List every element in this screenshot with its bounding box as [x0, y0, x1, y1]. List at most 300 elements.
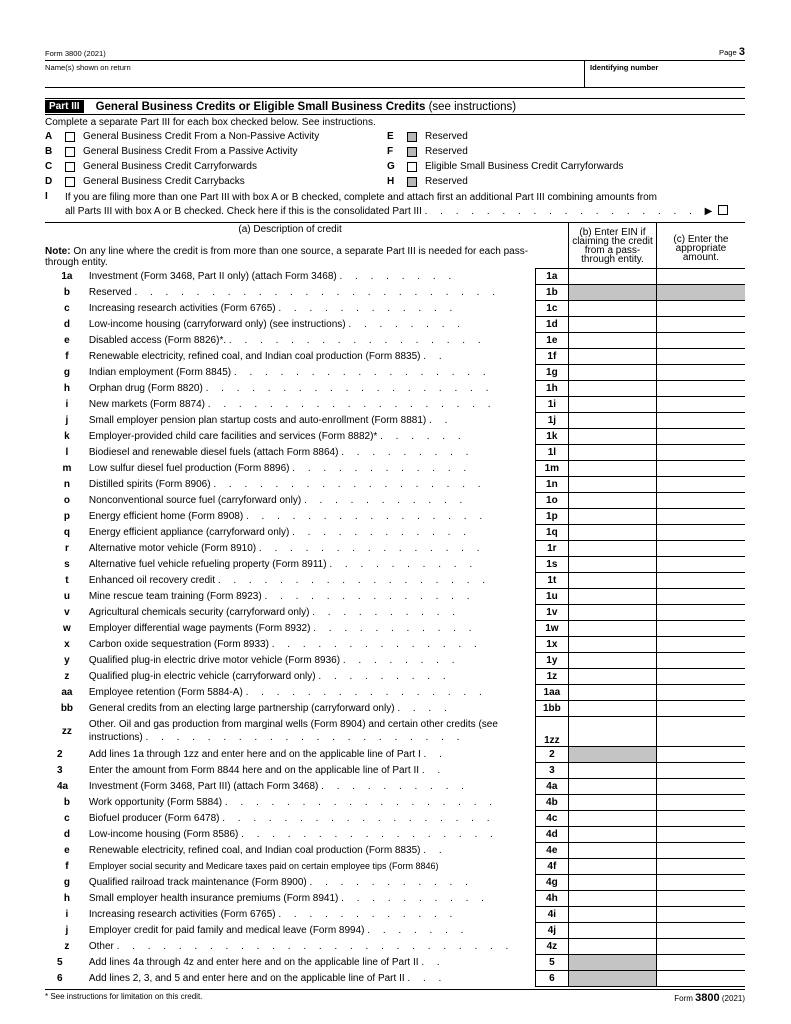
amount-cell[interactable]	[656, 746, 745, 762]
ein-cell[interactable]	[569, 364, 657, 380]
line-ref: 1j	[535, 412, 568, 428]
amount-cell[interactable]	[656, 794, 745, 810]
amount-cell[interactable]	[656, 636, 745, 652]
line-number: y	[64, 654, 70, 666]
box-letter: C	[45, 161, 53, 172]
ein-cell[interactable]	[569, 588, 657, 604]
line-ref: 1r	[535, 540, 568, 556]
table-row	[45, 700, 745, 716]
box-a	[45, 129, 387, 144]
line-ref: 1m	[535, 460, 568, 476]
intro-text: Complete a separate Part III for each box checked below. See instructions.	[45, 117, 376, 128]
ein-cell[interactable]	[569, 604, 657, 620]
line-number: 2	[57, 748, 63, 760]
line-number: bb	[60, 702, 74, 714]
amount-cell[interactable]	[656, 620, 745, 636]
line-description: Low-income housing (carryforward only) (see instructions) . . . . . . . .	[88, 318, 466, 330]
line-ref: 1y	[535, 652, 568, 668]
amount-cell[interactable]	[656, 540, 745, 556]
line-number: v	[64, 606, 70, 618]
line-description: Biofuel producer (Form 6478) . . . . . . . . . . . . . . . . . .	[88, 812, 495, 824]
page-footer	[45, 989, 745, 1004]
line-ref: 1v	[535, 604, 568, 620]
line-ref: 4g	[535, 874, 568, 890]
part-label: Part III	[45, 100, 84, 113]
ein-cell[interactable]	[569, 396, 657, 412]
ein-cell[interactable]	[569, 826, 657, 842]
line-number: f	[65, 350, 69, 362]
checkbox-d[interactable]	[65, 177, 75, 187]
ein-cell[interactable]	[569, 636, 657, 652]
table-row	[45, 970, 745, 986]
amount-cell[interactable]	[656, 668, 745, 684]
table-row	[45, 556, 745, 572]
line-number: w	[63, 622, 71, 634]
line-description: Renewable electricity, refined coal, and Indian coal production (Form 8835) . .	[88, 844, 447, 856]
ein-cell[interactable]	[569, 476, 657, 492]
amount-cell[interactable]	[656, 716, 745, 746]
line-number: e	[64, 844, 70, 856]
ein-cell[interactable]	[569, 716, 657, 746]
amount-cell[interactable]	[656, 826, 745, 842]
line-ref: 4j	[535, 922, 568, 938]
line-ref: 1aa	[535, 684, 568, 700]
amount-cell[interactable]	[656, 684, 745, 700]
amount-cell[interactable]	[656, 810, 745, 826]
line-ref: 1w	[535, 620, 568, 636]
line-number: p	[63, 510, 70, 522]
line-description: Investment (Form 3468, Part III) (attach Form 3468) . . . . . . . . . .	[88, 780, 469, 792]
line-number: h	[63, 382, 70, 394]
line-description: General credits from an electing large partnership (carryforward only) . . . .	[88, 702, 452, 714]
line-ref: 4z	[535, 938, 568, 954]
ein-cell[interactable]	[569, 524, 657, 540]
line-number: d	[63, 318, 70, 330]
table-row	[45, 716, 745, 746]
table-row	[45, 572, 745, 588]
ein-cell[interactable]	[569, 460, 657, 476]
name-row	[45, 61, 745, 88]
credits-table	[45, 222, 745, 987]
line-description: Enhanced oil recovery credit . . . . . . . . . . . . . . . . . .	[88, 574, 491, 586]
line-number: s	[64, 558, 70, 570]
line-number: aa	[61, 686, 73, 698]
line-description: Alternative motor vehicle (Form 8910) . . . . . . . . . . . . . . .	[88, 542, 485, 554]
line-ref: 4e	[535, 842, 568, 858]
line-ref: 1f	[535, 348, 568, 364]
line-number: j	[65, 414, 69, 426]
ein-cell[interactable]	[569, 620, 657, 636]
amount-cell[interactable]	[656, 508, 745, 524]
line-number: zz	[61, 725, 72, 737]
ein-cell[interactable]	[569, 874, 657, 890]
line-ref: 1d	[535, 316, 568, 332]
line-description: Energy efficient home (Form 8908) . . . . . . . . . . . . . . . .	[88, 510, 488, 522]
table-row	[45, 620, 745, 636]
line-description: Low sulfur diesel fuel production (Form 8896) . . . . . . . . . . . .	[88, 462, 472, 474]
line-ref: 1zz	[535, 716, 568, 746]
consolidated-checkbox[interactable]	[718, 205, 728, 215]
amount-cell	[656, 284, 745, 300]
line-ref: 1l	[535, 444, 568, 460]
box-h	[387, 174, 745, 189]
column-c-header: (c) Enter the appropriate amount.	[656, 223, 745, 269]
amount-cell[interactable]	[656, 954, 745, 970]
table-row	[45, 890, 745, 906]
line-description: Employer credit for paid family and medical leave (Form 8994) . . . . . . .	[88, 924, 469, 936]
footnote: * See instructions for limitation on this credit.	[45, 991, 203, 1001]
amount-cell[interactable]	[656, 604, 745, 620]
amount-cell[interactable]	[656, 396, 745, 412]
box-letter: H	[387, 176, 395, 187]
ein-cell[interactable]	[569, 556, 657, 572]
line-description: Increasing research activities (Form 6765) . . . . . . . . . . . .	[88, 302, 458, 314]
box-letter: B	[45, 146, 53, 157]
ein-cell[interactable]	[569, 938, 657, 954]
checkbox-f	[407, 147, 417, 157]
table-row	[45, 348, 745, 364]
line-description: Biodiesel and renewable diesel fuels (attach Form 8864) . . . . . . . . .	[88, 446, 474, 458]
line-number: c	[64, 302, 70, 314]
table-row	[45, 300, 745, 316]
checkbox-a[interactable]	[65, 132, 75, 142]
amount-cell[interactable]	[656, 890, 745, 906]
line-ref: 1x	[535, 636, 568, 652]
ein-cell[interactable]	[569, 762, 657, 778]
box-label: Reserved	[425, 131, 468, 142]
column-headers	[45, 223, 745, 269]
line-number: g	[63, 876, 70, 888]
box-label: General Business Credit Carryforwards	[83, 161, 257, 172]
table-row	[45, 842, 745, 858]
line-ref: 1h	[535, 380, 568, 396]
ein-cell[interactable]	[569, 700, 657, 716]
amount-cell[interactable]	[656, 858, 745, 874]
amount-cell[interactable]	[656, 938, 745, 954]
ein-cell[interactable]	[569, 540, 657, 556]
amount-cell[interactable]	[656, 348, 745, 364]
ein-cell[interactable]	[569, 412, 657, 428]
line-number: z	[64, 940, 70, 952]
table-row	[45, 684, 745, 700]
line-ref: 1c	[535, 300, 568, 316]
ein-cell[interactable]	[569, 572, 657, 588]
line-ref: 1e	[535, 332, 568, 348]
box-label: General Business Credit From a Non-Passive Activity	[83, 131, 320, 142]
line-description: Work opportunity (Form 5884) . . . . . . . . . . . . . . . . . .	[88, 796, 498, 808]
table-row	[45, 284, 745, 300]
line-number: k	[64, 430, 70, 442]
line-ref: 4i	[535, 906, 568, 922]
table-row	[45, 762, 745, 778]
line-ref: 1q	[535, 524, 568, 540]
line-number: i	[65, 398, 69, 410]
line-number: 4a	[57, 780, 69, 792]
table-row	[45, 444, 745, 460]
table-row	[45, 540, 745, 556]
checkbox-h	[407, 177, 417, 187]
checkbox-e	[407, 132, 417, 142]
amount-cell[interactable]	[656, 412, 745, 428]
table-row	[45, 794, 745, 810]
amount-cell[interactable]	[656, 778, 745, 794]
line-description: Distilled spirits (Form 8906) . . . . . . . . . . . . . . . . . .	[88, 478, 486, 490]
ein-cell[interactable]	[569, 332, 657, 348]
line-ref: 2	[535, 746, 568, 762]
line-number: 6	[57, 972, 63, 984]
line-description: Nonconventional source fuel (carryforward only) . . . . . . . . . . .	[88, 494, 468, 506]
ein-cell	[569, 954, 657, 970]
line-ref: 5	[535, 954, 568, 970]
amount-cell[interactable]	[656, 762, 745, 778]
amount-cell[interactable]	[656, 588, 745, 604]
line-ref: 1u	[535, 588, 568, 604]
line-description: Employer social security and Medicare taxes paid on certain employee tips (Form 8846)	[88, 860, 439, 871]
table-row	[45, 746, 745, 762]
line-ref: 1b	[535, 284, 568, 300]
line-description: Qualified plug-in electric drive motor vehicle (Form 8936) . . . . . . . .	[88, 654, 460, 666]
line-number: d	[63, 828, 70, 840]
line-description: Other . . . . . . . . . . . . . . . . . . . . . . . . . .	[88, 940, 514, 952]
table-row	[45, 412, 745, 428]
ein-cell[interactable]	[569, 492, 657, 508]
line-description: Small employer health insurance premiums (Form 8941) . . . . . . . . . .	[88, 892, 489, 904]
table-row	[45, 476, 745, 492]
part-title: General Business Credits or Eligible Small Business Credits (see instructions)	[95, 100, 517, 113]
line-ref: 1i	[535, 396, 568, 412]
line-number: 5	[57, 956, 63, 968]
line-description: New markets (Form 8874) . . . . . . . . . . . . . . . . . . .	[88, 398, 496, 410]
amount-cell[interactable]	[656, 300, 745, 316]
line-ref: 1p	[535, 508, 568, 524]
ein-cell[interactable]	[569, 300, 657, 316]
line-description: Add lines 1a through 1zz and enter here and on the applicable line of Part I . .	[88, 748, 447, 760]
amount-cell[interactable]	[656, 332, 745, 348]
table-row	[45, 778, 745, 794]
line-number: u	[63, 590, 70, 602]
line-description: Energy efficient appliance (carryforward only) . . . . . . . . . . . .	[88, 526, 471, 538]
ein-cell[interactable]	[569, 508, 657, 524]
line-number: r	[64, 542, 69, 554]
line-description: Carbon oxide sequestration (Form 8933) . . . . . . . . . . . . . .	[88, 638, 482, 650]
table-row	[45, 332, 745, 348]
table-row	[45, 954, 745, 970]
line-ref: 4c	[535, 810, 568, 826]
ein-cell[interactable]	[569, 668, 657, 684]
table-row	[45, 588, 745, 604]
box-letter: E	[387, 131, 394, 142]
box-letter: F	[387, 146, 394, 157]
line-number: o	[63, 494, 70, 506]
ein-cell[interactable]	[569, 858, 657, 874]
amount-cell[interactable]	[656, 700, 745, 716]
line-description: Increasing research activities (Form 6765) . . . . . . . . . . . .	[88, 908, 458, 920]
column-b-header: (b) Enter EIN if claiming the credit from a pass-through entity.	[569, 223, 657, 269]
table-row	[45, 922, 745, 938]
box-letter: D	[45, 176, 53, 187]
line-ref: 4a	[535, 778, 568, 794]
line-description: Low-income housing (Form 8586) . . . . . . . . . . . . . . . . .	[88, 828, 498, 840]
box-letter: A	[45, 131, 53, 142]
box-c	[45, 159, 387, 174]
amount-cell[interactable]	[656, 460, 745, 476]
ein-cell[interactable]	[569, 316, 657, 332]
line-description: Orphan drug (Form 8820) . . . . . . . . . . . . . . . . . . .	[88, 382, 494, 394]
amount-cell[interactable]	[656, 922, 745, 938]
line-description: Indian employment (Form 8845) . . . . . . . . . . . . . . . . .	[88, 366, 491, 378]
amount-cell[interactable]	[656, 572, 745, 588]
line-ref: 1n	[535, 476, 568, 492]
line-description: Alternative fuel vehicle refueling property (Form 8911) . . . . . . . . . .	[88, 558, 478, 570]
line-number: b	[63, 286, 70, 298]
table-row	[45, 938, 745, 954]
table-row	[45, 858, 745, 874]
table-row	[45, 874, 745, 890]
amount-cell[interactable]	[656, 652, 745, 668]
ein-cell[interactable]	[569, 380, 657, 396]
ein-cell[interactable]	[569, 652, 657, 668]
line-description: Employer-provided child care facilities and services (Form 8882)* . . . . . .	[88, 430, 466, 442]
amount-cell[interactable]	[656, 524, 745, 540]
box-f	[387, 144, 745, 159]
amount-cell[interactable]	[656, 428, 745, 444]
table-row	[45, 364, 745, 380]
box-label: General Business Credit From a Passive Activity	[83, 146, 298, 157]
table-row	[45, 380, 745, 396]
form-id-footer: Form 3800 (2021)	[674, 991, 745, 1004]
table-row	[45, 810, 745, 826]
part-header	[45, 98, 745, 115]
column-a-header: (a) Description of credit Note: On any line where the credit is from more than one source, a separate Part III is needed for each pass-through entity.	[45, 224, 529, 268]
line-description: Add lines 4a through 4z and enter here and on the applicable line of Part II . .	[88, 956, 445, 968]
line-number: j	[65, 924, 69, 936]
checkbox-g[interactable]	[407, 162, 417, 172]
checkbox-c[interactable]	[65, 162, 75, 172]
box-letter: G	[387, 161, 395, 172]
line-number: c	[64, 812, 70, 824]
line-number: n	[63, 478, 70, 490]
amount-cell[interactable]	[656, 842, 745, 858]
line-number: t	[65, 574, 69, 586]
table-row	[45, 668, 745, 684]
ein-cell[interactable]	[569, 906, 657, 922]
ein-cell[interactable]	[569, 428, 657, 444]
amount-cell[interactable]	[656, 316, 745, 332]
page-header	[45, 42, 745, 61]
ein-cell[interactable]	[569, 778, 657, 794]
table-row	[45, 428, 745, 444]
line-ref: 6	[535, 970, 568, 986]
line-ref: 1a	[535, 268, 568, 284]
amount-cell[interactable]	[656, 492, 745, 508]
box-label: Eligible Small Business Credit Carryforwards	[425, 161, 624, 172]
table-row	[45, 652, 745, 668]
amount-cell[interactable]	[656, 874, 745, 890]
amount-cell[interactable]	[656, 906, 745, 922]
line-description: Qualified plug-in electric vehicle (carryforward only) . . . . . . . . .	[88, 670, 451, 682]
ein-cell[interactable]	[569, 890, 657, 906]
line-description: Other. Oil and gas production from marginal wells (Form 8904) and certain other credits (see instructions) . . . . . . . . . . . . . . . . . . . . .	[88, 719, 498, 743]
ein-cell[interactable]	[569, 794, 657, 810]
ein-cell[interactable]	[569, 268, 657, 284]
line-number: m	[62, 462, 72, 474]
table-row	[45, 508, 745, 524]
table-row	[45, 492, 745, 508]
line-ref: 1t	[535, 572, 568, 588]
amount-cell[interactable]	[656, 444, 745, 460]
line-number: b	[63, 796, 70, 808]
line-number: f	[65, 860, 69, 872]
ein-cell	[569, 746, 657, 762]
ein-cell[interactable]	[569, 922, 657, 938]
line-description: Small employer pension plan startup costs and auto-enrollment (Form 8881) . .	[88, 414, 453, 426]
ein-cell	[569, 284, 657, 300]
line-ref: 1o	[535, 492, 568, 508]
box-d	[45, 174, 387, 189]
line-number: e	[64, 334, 70, 346]
amount-cell[interactable]	[656, 476, 745, 492]
amount-cell[interactable]	[656, 268, 745, 284]
ein-cell[interactable]	[569, 842, 657, 858]
ein-cell[interactable]	[569, 444, 657, 460]
line-number: i	[65, 908, 69, 920]
checkbox-b[interactable]	[65, 147, 75, 157]
identifying-number-field[interactable]: Identifying number	[584, 61, 745, 87]
amount-cell[interactable]	[656, 970, 745, 986]
line-ref: 4h	[535, 890, 568, 906]
table-row	[45, 396, 745, 412]
line-ref: 3	[535, 762, 568, 778]
box-e	[387, 129, 745, 144]
ein-cell[interactable]	[569, 348, 657, 364]
amount-cell[interactable]	[656, 364, 745, 380]
line-description: Agricultural chemicals security (carryforward only) . . . . . . . . . .	[88, 606, 461, 618]
line-description: Qualified railroad track maintenance (Form 8900) . . . . . . . . . . .	[88, 876, 473, 888]
amount-cell[interactable]	[656, 556, 745, 572]
amount-cell[interactable]	[656, 380, 745, 396]
line-i: I If you are filing more than one Part III with box A or B checked, complete and attach first an additional Part III combining amounts from all Parts III with box A or B checked. Check here if this is the consolidated Part III . . . . . . . . . . . . . . . . . . ▶	[45, 191, 745, 219]
line-number: z	[64, 670, 70, 682]
ein-cell[interactable]	[569, 810, 657, 826]
line-description: Add lines 2, 3, and 5 and enter here and on the applicable line of Part II . . .	[88, 972, 447, 984]
table-row	[45, 268, 745, 284]
line-ref: 1s	[535, 556, 568, 572]
line-number: x	[64, 638, 70, 650]
line-description: Enter the amount from Form 8844 here and on the applicable line of Part II . .	[88, 764, 446, 776]
line-ref: 1bb	[535, 700, 568, 716]
box-label: Reserved	[425, 176, 468, 187]
table-row	[45, 524, 745, 540]
name-field[interactable]: Name(s) shown on return	[45, 63, 131, 72]
line-number: 1a	[61, 270, 73, 282]
table-row	[45, 636, 745, 652]
line-ref: 1g	[535, 364, 568, 380]
box-options	[45, 129, 745, 189]
ein-cell[interactable]	[569, 684, 657, 700]
form-page	[45, 42, 745, 1004]
table-row	[45, 460, 745, 476]
line-description: Employee retention (Form 5884-A) . . . . . . . . . . . . . . . .	[88, 686, 487, 698]
arrow-icon: ▶	[704, 206, 713, 217]
line-ref: 4b	[535, 794, 568, 810]
box-b	[45, 144, 387, 159]
table-row	[45, 604, 745, 620]
table-row	[45, 316, 745, 332]
line-description: Renewable electricity, refined coal, and Indian coal production (Form 8835) . .	[88, 350, 447, 362]
page-number: Page 3	[719, 46, 745, 58]
line-number: q	[63, 526, 70, 538]
box-label: Reserved	[425, 146, 468, 157]
